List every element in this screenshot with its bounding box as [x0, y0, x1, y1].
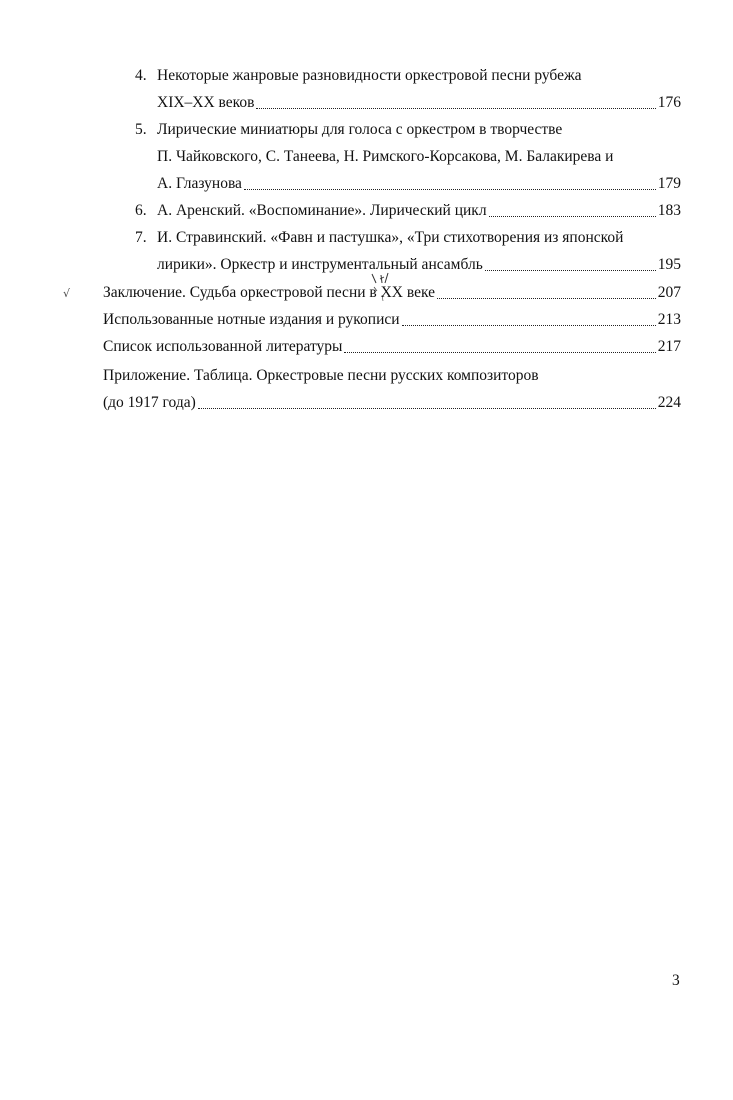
toc-item-6 — [135, 198, 681, 224]
toc-leader-dots — [244, 189, 656, 190]
toc-scores — [103, 307, 681, 333]
toc-item-4-number: 4. — [135, 67, 147, 84]
toc-item-6-title: А. Аренский. «Воспоминание». Лирический цикл — [157, 202, 487, 219]
toc-leader-dots — [485, 270, 656, 271]
toc-item-5-title-end: А. Глазунова — [157, 175, 242, 192]
toc-appendix-title-cont: (до 1917 года) — [103, 394, 196, 411]
toc-leader-dots — [344, 352, 655, 353]
toc-item-7-line-1 — [135, 225, 681, 251]
toc-item-5-title-cont: П. Чайковского, С. Танеева, Н. Римского-Корсакова, М. Балакирева и — [157, 148, 614, 165]
toc-leader-dots — [402, 325, 656, 326]
toc-item-4-line-2 — [157, 90, 681, 116]
toc-appendix-title: Приложение. Таблица. Оркестровые песни русских композиторов — [103, 367, 539, 384]
toc-conclusion-title: Заключение. Судьба оркестровой песни в XX веке — [103, 284, 435, 301]
toc-item-7-line-2 — [157, 252, 681, 278]
toc-leader-dots — [489, 216, 656, 217]
toc-item-6-number: 6. — [135, 202, 147, 219]
toc-conclusion-page: 207 — [657, 284, 681, 301]
toc-item-5-line-1 — [135, 117, 681, 143]
toc-appendix-line-2 — [103, 390, 681, 416]
toc-leader-dots — [437, 298, 656, 299]
toc-item-4-line-1 — [135, 63, 681, 89]
toc-scores-title: Использованные нотные издания и рукописи — [103, 311, 400, 328]
toc-literature-title: Список использованной литературы — [103, 338, 343, 355]
toc-leader-dots — [256, 108, 655, 109]
toc-item-7-number: 7. — [135, 229, 147, 246]
toc-item-5-line-2 — [157, 144, 681, 170]
toc-appendix-line-1 — [103, 363, 681, 389]
toc-item-7-page: 195 — [657, 256, 681, 273]
toc-literature-page: 217 — [657, 338, 681, 355]
toc-item-5-number: 5. — [135, 121, 147, 138]
toc-item-6-page: 183 — [657, 202, 681, 219]
page-number: 3 — [672, 972, 680, 989]
toc-item-4-title-cont: XIX–XX веков — [157, 94, 255, 111]
toc-item-5-title: Лирические миниатюры для голоса с оркестром в творчестве — [157, 121, 563, 138]
margin-check-mark: √ — [63, 287, 71, 300]
toc-item-4-title: Некоторые жанровые разновидности оркестровой песни рубежа — [157, 67, 582, 84]
toc-scores-page: 213 — [657, 311, 681, 328]
toc-appendix-page: 224 — [657, 394, 681, 411]
toc-item-4-page: 176 — [657, 94, 681, 111]
toc-literature — [103, 334, 681, 360]
toc-conclusion — [103, 280, 681, 306]
toc-item-7-title: И. Стравинский. «Фавн и пастушка», «Три стихотворения из японской — [157, 229, 624, 246]
toc-item-5-page: 179 — [657, 175, 681, 192]
toc-item-7-title-cont: лирики». Оркестр и инструментальный ансамбль — [157, 256, 483, 273]
toc-leader-dots — [198, 408, 656, 409]
toc-item-5-line-3 — [157, 171, 681, 197]
